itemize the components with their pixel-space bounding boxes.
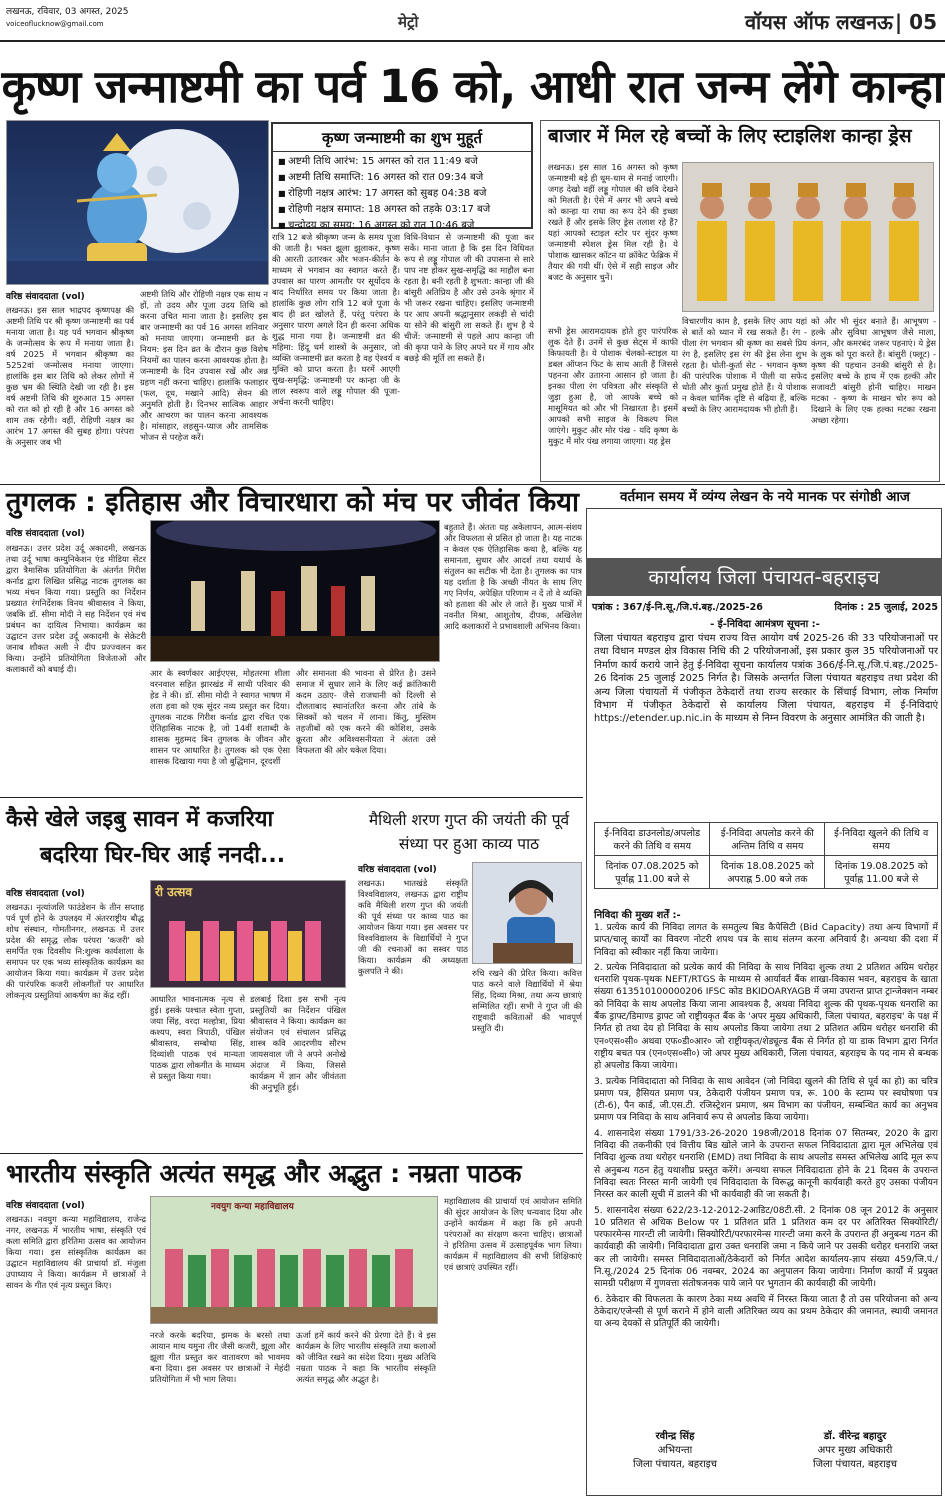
tender-conditions bbox=[594, 922, 938, 1420]
signatory-name: रवीन्द्र सिंह bbox=[655, 1431, 695, 1442]
tughlaq-body-col1: लखनऊ। उत्तर प्रदेश उर्दू अकादमी, लखनऊ तथा उर्दू भाषा कम्युनिकेशन एंड मीडिया सेंटर द्वारा त्रैमासिक प्रतियोगिता के अंतर्गत गिरीश कर्नाड द्वारा लिखित प्रसिद्ध नाटक तुगलक का भव्य मंचन किया गया। प्रस्तुति का निर्देशन प्रख्यात रंगनिर्देशक विनय श्रीवास्तव ने किया, जबकि डॉ. सीमा मोदी ने सह निर्देशन एवं मंच प्रबंधन का दायित्व निभाया। कार्यक्रम का उद्घाटन उत्तर प्रदेश उर्दू अकादमी के सेक्रेटरी जनाब शौकत अली ने दीप प्रज्ज्वलन कर किया। उन्होंने प्रतियोगिता विजेताओं और कलाकारों को बधाई दी। bbox=[6, 543, 146, 674]
conditions-title: निविदा की मुख्य शर्तें :- bbox=[594, 910, 681, 921]
dress-body-col3: विचारणीय काम है, इसके लिए आप यहां से बातें को ध्यान में रख सकते हैं। रंग - पीला रंग भगवान श्री कृष्ण का सबसे प्रिय रंग है, इसलिए इस रंग की ड्रेस लेना शुभ रहता है। धोती-कुर्ता सेट - भगवान कृष्ण की पारंपरिक पोशाक में पीली या सफेद धोती और कुर्ता प्रमुख होते हैं। ये पोशाक न केवल धार्मिक दृष्टि से बढ़िया हैं, बल्कि बच्चों के लिए आरामदायक भी होती हैं। bbox=[682, 316, 807, 414]
lead-body-col3: रात्रि 12 बजे श्रीकृष्ण जन्म के समय पूजा की जाती है। भक्त झूला झुलाकर, कृष्ण की आरती उतारकर और भजन-कीर्तन के माध्यम से भगवान का स्वागत करते हैं। उपवास का पारण आमतौर पर सूर्योदय के बाद निर्धारित समय पर किया जाता है। हालांकि कुछ लोग रात्रि 12 बजे पूजा के बाद ही व्रत खोलते हैं, परंतु परंपरा के अनुसार पारण अगले दिन ही करना अधिक शुद्ध माना गया है। जन्माष्टमी व्रत की महिमा: हिंदू धर्म शास्त्रों के अनुसार, जो व्यक्ति जन्माष्टमी व्रत करता है वह ऐश्वर्य व मुक्ति को प्राप्त करता है। घरमें आएगी सुख-समृद्धि: जन्माष्टमी पर कान्हा जी के लाल स्वरूप वाले लड्डू गोपाल की पूजा-अर्चना करनी चाहिए। bbox=[272, 232, 400, 407]
culture-body-col3: ऊर्जा हमें कार्य करने की प्रेरणा देते हैं। वे इस कार्यक्रम के लिए भारतीय संस्कृति तथा कलाओं को जीवित रखने का संदेश दिया। मुख्य अतिथि नम्रता पाठक ने कहा कि भारतीय संस्कृति अत्यंत समृद्ध और अद्भुत है। bbox=[296, 1330, 436, 1384]
culture-byline: वरिष्ठ संवाददाता (vol) bbox=[6, 1201, 85, 1211]
signatory-office: जिला पंचायत, बहराइच bbox=[633, 1459, 717, 1470]
tughlaq-headline: तुगलक : इतिहास और विचारधारा को मंच पर जीवंत किया bbox=[6, 487, 579, 518]
page-header bbox=[0, 0, 945, 40]
college-group-photo bbox=[150, 1196, 438, 1324]
muhurt-item: ■ अष्टमी तिथि समाप्ति: 16 अगस्त को रात 09:34 बजे bbox=[273, 168, 531, 184]
college-banner-text: नवयुग कन्या महाविद्यालय bbox=[211, 1202, 294, 1212]
culture-body-col2: नरजे करके बदरिया, झमक के बरसो तथा आयान माथ यमुना तीर जैसी कजरी, झूला और झूला गीत प्रस्तुत कर वातावरण को भावमय बना दिया। इस अवसर पर छात्राओं ने मेहंदी प्रतियोगिता में भी भाग लिया। bbox=[150, 1330, 290, 1384]
condition-item: 3. प्रत्येक निविदादाता को निविदा के साथ आवेदन (जो निविदा खुलने की तिथि से पूर्व का हो) का चरित्र प्रमाण पत्र, हैसियत प्रमाण पत्र, ठेकेदारी पंजीयन प्रमाण पत्र, रू. 100 के स्टाम्प पर स्वघोषणा पत्र (टी-6), पैन कार्ड, जी.एस.टी. रजिस्ट्रेशन प्रमाण, श्रम विभाग का पंजीयन, सम्बन्धित कार्य का अनुभव प्रमाण पत्र निविदा के साथ अनिवार्य रूप से अपलोड किया जायेगा। bbox=[594, 1076, 938, 1124]
culture-headline: भारतीय संस्कृति अत्यंत समृद्ध और अद्भुत : नम्रता पाठक bbox=[6, 1159, 522, 1188]
maithili-speaker-photo bbox=[472, 862, 582, 964]
tender-date-table bbox=[594, 822, 938, 889]
lead-body-col2: अष्टमी तिथि और रोहिणी नक्षत्र एक साथ न हों, तो उदय और पूजा उदय तिथि को करना उचित माना जाता है। इसलिए इस बार जन्माष्टमी का पर्व 16 अगस्त शनिवार को मनाया जाएगा। जन्माष्टमी व्रत के नियम: इस दिन व्रत के दौरान कुछ विशेष नियमों का पालन करना आवश्यक होता है। जन्माष्टमी के दिन उपवास रखें और अन्न ग्रहण नहीं करना चाहिए। हालांकि फलाहार (फल, दूध, मखाने आदि) सेवन की अनुमति होती है। दिनभर सात्विक आहार और आचरण का पालन करना आवश्यक है। मांसाहार, लहसुन-प्याज और तामसिक भोजन से परहेज करें। bbox=[140, 289, 268, 442]
condition-item: 1. प्रत्येक कार्य की निविदा लागत के समतुल्य बिड कैपेसिटी (Bid Capacity) तथा अन्य विभागों में प्राप्त/चालू कार्यों का विवरण नोटरी शपथ पत्र के साथ संलग्न करना अनिवार्य है। अन्यथा की दशा में निविदा को स्वीकार नहीं किया जायेगा। bbox=[594, 923, 938, 958]
signatory-post: अपर मुख्य अधिकारी bbox=[817, 1445, 893, 1456]
maithili-body-col1: लखनऊ। भातखंडे संस्कृति विश्वविद्यालय, लखनऊ द्वारा राष्ट्रीय कवि मैथिली शरण गुप्त की जयंती की पूर्व संध्या पर काव्य पाठ का आयोजन किया गया। इस अवसर पर विश्वविद्यालय के विद्यार्थियों ने गुप्त जी की रचनाओं का सस्वर पाठ किया। कार्यक्रम की अध्यक्षता कुलपति ने की। bbox=[358, 878, 468, 976]
table-header: ई-निविदा डाउनलोड/अपलोड करने की तिथि व समय bbox=[595, 823, 710, 856]
tughlaq-stage-photo bbox=[150, 520, 440, 662]
section-label: मेट्रो bbox=[398, 13, 419, 31]
condition-item: 5. शासनादेश संख्या 622/23-12-2012-2आडिट/08टी.सी. 2 दिनांक 08 जून 2012 के अनुसार 10 प्रतिशत से अधिक Below पर 1 प्रतिशत प्रति 1 प्रतिशत कम दर पर अतिरिक्त सिक्योरिटी/परफारमेन्स गारन्टी ली जायेगी। सिक्योरिटी/परफारमेन्स गारन्टी जमा करने के उपरान्त ही अनुबन्ध गठन की कार्यवाही की जायेगी। निविदादाता द्वारा उक्त धनराशि जमा न किये जाने पर उसकी धरोहर धनराशि जब्त कर ली जायेगी। समस्त निविदादाताओं/ठेकेदारों को निर्गत आदेश कार्यालय-ज्ञाप संख्या 459/जि.पं./नि.सू./2024 25 दिनांक 06 नवम्बर, 2024 का अनुपालन किया जायेगा। निर्माण कार्यों में प्रयुक्त सामग्री परीक्षण में गुणवत्ता संतोषजनक पाये जाने पर भुगतान की कार्यवाही की जायेगी। bbox=[594, 1205, 938, 1290]
muhurt-item: ■ चन्द्रोदय का समय: 16 अगस्त को रात 10:46 बजे bbox=[273, 216, 531, 232]
date-text: लखनऊ, रविवार, 03 अगस्त, 2025 bbox=[6, 7, 129, 17]
muhurt-item: ■ रोहिणी नक्षत्र समाप्त: 18 अगस्त को तड़के 03:17 बजे bbox=[273, 200, 531, 216]
culture-body-col4: महाविद्यालय की प्राचार्या एवं आयोजन समिति की सुंदर आयोजन के लिए धन्यवाद दिया और उन्होंने कार्यक्रम में कहा कि हमें अपनी परंपराओं का संरक्षण करना चाहिए। छात्राओं ने हरितिमा उत्सव में उत्साहपूर्वक भाग लिया। कार्यक्रम में महाविद्यालय की सभी शिक्षिकाएं एवं छात्राएं उपस्थित रहीं। bbox=[444, 1196, 582, 1272]
email-text: voiceoflucknow@gmail.com bbox=[6, 20, 104, 28]
divider bbox=[0, 484, 945, 485]
tughlaq-body-col4: बहुताते हैं। अंततः यह अकेलापन, आत्म-संशय और विफलता से प्रसित हो जाता है। यह नाटक न केवल एक ऐतिहासिक कथा है, बल्कि यह समानता, सुधार और आदर्श तथा यथार्थ के संतुलन का सटीक भी देता है। तुगलक का पात्र यह दर्शाता है कि अच्छी नीयत के साथ लिए गए निर्णय, अपेक्षित परिणाम न दें तो वे व्यक्ति को हताशा की ओर ले जाते हैं। मुख्य पात्रों में नवनीत मिश्रा, आशुतोष, दीपक, अखिलेश आदि कलाकारों ने प्रभावशाली अभिनय किया। bbox=[444, 522, 582, 631]
kajari-headline-1: कैसे खेले जइबु सावन में कजरिया bbox=[6, 807, 274, 832]
dress-body-col1: लखनऊ। इस साल 16 अगस्त को कृष्ण जन्माष्टमी बड़े ही धूम-धाम से मनाई जाएगी। जगह देखो वहीं लड्डू गोपाल की छवि देखने को मिलती है। ऐसे में अगर भी अपने बच्चे को कान्हा या राधा का रूप देने की इच्छा रखते हैं और इसके लिए ड्रेस तलाश रहे हैं? यहां आपको स्टाइल स्टोर पर सुंदर कृष्ण जन्माष्टमी स्पेशल ड्रेस मिल रही है। ये पोशाक खासकर कॉटन या क्रॉकेट फेब्रिक में तैयार की गयी थीं। ऐसे में सही साइज और बजट के अनुसार चुनें। bbox=[548, 162, 678, 282]
speaker-illustration bbox=[473, 863, 582, 964]
lead-byline: वरिष्ठ संवाददाता (vol) bbox=[6, 292, 85, 302]
culture-body-col1: लखनऊ। नवयुग कन्या महाविद्यालय, राजेन्द्र नगर, लखनऊ में भारतीय भाषा, संस्कृति एवं कला समिति द्वारा हरितिमा उत्सव का आयोजन किया गया। इस सांस्कृतिक कार्यक्रम का उद्घाटन महाविद्यालय की प्राचार्या डॉ. मंजुला उपाध्याय ने किया। कार्यक्रम में छात्राओं ने सावन के गीत एवं नृत्य प्रस्तुत किए। bbox=[6, 1214, 146, 1290]
muhurt-item: ■ रोहिणी नक्षत्र आरंभ: 17 अगस्त को सुबह 04:38 बजे bbox=[273, 184, 531, 200]
condition-item: 4. शासनादेश संख्या 1791/33-26-2020 198जी/2018 दिनांक 07 सितम्बर, 2020 के द्वारा निविदा की तकनीकी एवं वित्तीय बिड खोले जाने के उपरान्त सफल निविदादाता द्वारा मूल अभिलेख एवं निविदा शुल्क तथा धरोहर धनराशि (EMD) तथा निविदा के साथ अपलोड समस्त अभिलेख आदि मूल रूप से अनुबन्ध गठन हेतु यथाशीघ्र प्रस्तुत करेंगे। अन्यथा सफल निविदादाता होने के 21 दिवस के उपरान्त निविदा स्वतः निरस्त मानी जायेगी एवं निविदादाता के विरूद्ध कानूनी कार्यवाही करते हुए उसका पंजीयन निरस्त कर काली सूची में डालने की भी कार्यवाही की जा सकती है। bbox=[594, 1128, 938, 1201]
divider bbox=[0, 1153, 583, 1154]
table-cell: दिनांक 07.08.2025 को पूर्वाह्न 11.00 बजे से bbox=[595, 856, 710, 889]
kajari-dance-photo bbox=[150, 880, 346, 988]
muhurt-item: ■ अष्टमी तिथि आरंभ: 15 अगस्त को रात 11:49 बजे bbox=[273, 152, 531, 168]
tender-dinank: दिनांक : 25 जुलाई, 2025 bbox=[834, 602, 938, 613]
krishna-photo bbox=[6, 120, 269, 285]
condition-item: 6. ठेकेदार की विफलता के कारण ठेका मध्य अवधि में निरस्त किया जाता है तो उस परियोजना को अन्य ठेकेदार/एजेन्सी से पूर्ण कराने में होने वाली अतिरिक्त व्यय का प्रथम ठेकेदार की जमानत, स्थायी जमानत या अन्य देयकों से प्रतिपूर्ति की जायेगी। bbox=[594, 1294, 938, 1330]
maithili-byline: वरिष्ठ संवाददाता (vol) bbox=[358, 865, 437, 875]
lead-body-col4: विधि-विधान से जन्माष्टमी की पूजा कर सकें। माना जाता है कि इस दिन विधिवत रूप से लड्डू गोपाल जी की उपासना से सारे पाप नष्ट होकर सुख-समृद्धि का माहौल बना रहता है। बनी रहती है शुभता: कान्हा जी की बांसुरी अतिप्रिय है और उसे उनके श्रृंगार में भी जरूर रखना चाहिए। इसलिए जन्माष्टमी पर आप अपनी श्रद्धानुसार लकड़ी से चांदी या सोने की बांसुरी ला सकते हैं। शुभ है ये चीजें: जन्माष्टमी से पहले आप कान्हा जी की कृपा पाने के लिए अपने घर में गाय और बछड़े की मूर्ति ला सकते हैं। bbox=[404, 232, 534, 363]
table-header: ई-निविदा खुलने की तिथि व समय bbox=[825, 823, 938, 856]
dress-body-col4: को और भी सुंदर बनाते हैं। आभूषण - हल्के और सुविधा आभूषण जैसे माला, कंगन, और कमरबंद जरूर पहनाएं। ये ड्रेस के लुक को पूरा करते हैं। बांसुरी (फ्लूट) - कृष्ण की पहचान उनकी बांसुरी से है। इसलिए बच्चे के हाथ में एक हल्की और सजावटी बांसुरी होनी चाहिए। माखन मटका - कृष्ण के माखन चोर रूप को दिखाने के लिए एक हल्का मटका रखना अच्छा रहेगा। bbox=[811, 316, 936, 425]
kids-dress-photo bbox=[682, 162, 934, 312]
muhurt-title: कृष्ण जन्माष्टमी का शुभ मुहूर्त bbox=[273, 128, 531, 152]
tender-patrank: पत्रांक : 367/ई-नि.सू./जि.पं.बह./2025-26 bbox=[592, 602, 763, 613]
masthead-title: वॉयस ऑफ लखनऊ bbox=[744, 10, 893, 34]
tughlaq-byline: वरिष्ठ संवाददाता (vol) bbox=[6, 529, 85, 539]
tender-subtitle: - ई-निविदा आमंत्रण सूचना :- bbox=[710, 619, 820, 630]
header-rule bbox=[0, 40, 945, 42]
table-cell: दिनांक 19.08.2025 को पूर्वाह्न 11.00 बजे से bbox=[825, 856, 938, 889]
stage-illustration bbox=[151, 521, 440, 662]
table-header: ई-निविदा अपलोड करने की अन्तिम तिथि व समय bbox=[710, 823, 825, 856]
tender-banner: कार्यालय जिला पंचायत-बहराइच bbox=[586, 558, 942, 596]
tender-ref-row bbox=[592, 600, 938, 613]
event-banner-text: री उत्सव bbox=[155, 885, 192, 899]
lead-body-col1: लखनऊ। इस साल भाद्रपद कृष्णपक्ष की अष्टमी तिथि पर श्री कृष्ण जन्माष्टमी का पर्व मनाया जाता है। यह पर्व भगवान श्रीकृष्ण के जन्मोत्सव के रूप में मनाया जाता है। वर्ष 2025 में भगवान श्रीकृष्ण का 5252वां जन्मोत्सव मनाया जाएगा। हालांकि इस बार तिथि को लेकर लोगों में कुछ भ्रम की स्थिति देखी जा रही है। इस वर्ष अष्टमी तिथि की शुरुआत 15 अगस्त को रात को हो रही है और 16 अगस्त को शाम तक रहेगी। वहीं, रोहिणी नक्षत्र का आरंभ 17 अगस्त की सुबह होगा। परंपरा के अनुसार जब भी bbox=[6, 305, 134, 447]
kajari-body-col1: लखनऊ। नृत्यांजलि फाउंडेशन के तीन सप्ताह पर्व पूर्ण होने के उपलक्ष्य में अंतरराष्ट्रीय बौद्ध शोध संस्थान, गोमतीनगर, लखनऊ में उत्तर प्रदेश की समृद्ध लोक परंपरा 'कजरी' को समर्पित एक दिवसीय नि:शुल्क कार्यशाला के समापन पर एक भव्य सांस्कृतिक कार्यक्रम का आयोजन किया गया। कार्यक्रम में उत्तर प्रदेश की पारंपरिक कजरी लोकगीतों पर आधारित लोकनृत्य प्रस्तुतियां आकर्षण का केंद्र रहीं। bbox=[6, 902, 144, 1000]
masthead bbox=[745, 8, 937, 35]
dress-body-col2: सभी ड्रेस आरामदायक होते हुए पारंपरिक लुक देते हैं। उनमें से कुछ सेट्स में काफी किफायती है। ये पोशाक चेलको-स्टाइल या डबल ऑप्शन फिट के साथ आती हैं जिससे पहनना और उतारना आसान हो जाता है। इनका पीला रंग पवित्रता और संस्कृति से जुड़ा हुआ है, जो आपके बच्चे को मासूमियत को और भी निखारता है। इसमें आपको सभी साइज के विकल्प मिल जाएंगे। मुकुट और मोर पंख - यदि कृष्ण के मुकुट में मोर पंख लगाया जाएगा। यह ड्रेस bbox=[548, 326, 678, 446]
maithili-headline: मैथिली शरण गुप्त की जयंती की पूर्व संध्या पर हुआ काव्य पाठ bbox=[368, 811, 570, 853]
kids-illustration bbox=[683, 163, 934, 312]
tughlaq-body-col3: और समानता की भावना से प्रेरित है। उसने समाज में सुधार लाने के लिए कई क्रांतिकारी कदम उठाए- जैसे राजधानी को दिल्ली से दौलताबाद स्थानांतरित करना और तांबे के सिक्कों को चलन में लाना। किंतु, मुस्लिम तहजीबों को एक करने की कोशिश, उसके क्रूरता और अविश्वसनीयता ने अंततः उसे विफलता की ओर धकेल दिया। bbox=[296, 668, 436, 755]
group-illustration bbox=[151, 1197, 438, 1324]
tender-intro: जिला पंचायत बहराइच द्वारा पंचम राज्य वित्त आयोग वर्ष 2025-26 की 33 परियोजनाओं पर तथा विधान मण्डल क्षेत्र विकास निधि की 2 परियोजनाओं, इस प्रकार कुल 35 परियोजनाओं पर निर्माण कार्य कराये जाने हेतु ई-निविदा सूचना कार्यालय पत्रांक 366/ई-नि.सू./जि.पं.बह./2025-26 दिनांक 25 जुलाई 2025 निर्गत है। जिसके अन्तर्गत जिला पंचायत बहराइच तथा प्रदेश की अन्य जिला पंचायतों में पंजीकृत ठेकेदारों तथा राज्य सरकार के सिंचाई विभाग, लोक निर्माण विभाग में पंजीकृत ठेकेदारों से कार्यालय जिला पंचायत, बहराइच में ई-निविदाएं https://etender.up.nic.in के माध्यम से निम्न विवरण के अनुसार आमंत्रित की जाती है। bbox=[594, 633, 938, 725]
kajari-body-col2: आधारित भावनात्मक नृत्य से हुई। इसके पश्चात स्वेता गुप्ता, जया सिंह, वरदा मल्होत्रा, प्रिया कश्यप, स्वरा त्रिपाठी, पंखिल श्रीवास्तव, सम्बोधा सिंह, दिव्यांशी पाठक एवं मान्यता पाठक द्वारा लोकगीत के माध्यम से प्रस्तुत किया गया। bbox=[150, 994, 245, 1081]
divider bbox=[0, 797, 583, 798]
muhurt-box bbox=[271, 122, 533, 229]
table-cell: दिनांक 18.08.2025 को अपराह्न 5.00 बजे तक bbox=[710, 856, 825, 889]
page-number: | 05 bbox=[894, 10, 937, 34]
signatory-office: जिला पंचायत, बहराइच bbox=[813, 1459, 897, 1470]
krishna-illustration bbox=[7, 121, 269, 285]
tughlaq-body-col2: आर के स्वर्णकार आईएएस, मोहतरमा शीला वरनवाल सहित झारखंड में साथी परिवार की हेड ने की। डॉ. सीमा मोदी ने स्वागत भाषण में लता हवा को एक सुंदर नव्य प्रस्तुत कर दिया। तुगलक नाटक गिरीश कर्नाड द्वारा रचित एक ऐतिहासिक नाटक है, जो 14वीं शताब्दी के शासक मुहम्मद बिन तुगलक के जीवन और शासन पर आधारित है। तुगलक को एक ऐसा शासक दिखाया गया है जो बुद्धिमान, दूरदर्शी bbox=[150, 668, 290, 766]
kajari-headline-2: बदरिया घिर-घिर आई ननदी... bbox=[40, 843, 286, 868]
kajari-body-col3: डलबाई दिशा इस सभी नृत्य प्रस्तुतियों का निर्देशन पंखिल श्रीवास्तव ने किया। कार्यक्रम का संयोजन एवं संचालन प्रसिद्ध शास्त्र कवि आदरणीय सौरभ जायसवाल जी ने अपने अनोखे अंदाज में किया, जिससे कार्यक्रम में ज्ञान और जीवंतता की अनुभूति हुई। bbox=[250, 994, 346, 1092]
signatory-name: डॉ. वीरेन्द्र बहादुर bbox=[823, 1431, 887, 1442]
maithili-body-col2: रुचि रखने की प्रेरित किया। कवित्त पाठ करने वाले विद्यार्थियों में श्रेया सिंह, दिव्या मिश्रा, तथा अन्य छात्राएं सम्मिलित रहीं। सभी ने गुप्त जी की राष्ट्रवादी कविताओं की भावपूर्ण प्रस्तुति दी। bbox=[472, 968, 582, 1033]
kajari-byline: वरिष्ठ संवाददाता (vol) bbox=[6, 889, 85, 899]
dateline bbox=[6, 6, 129, 30]
signatory-post: अभियन्ता bbox=[657, 1445, 693, 1456]
condition-item: 2. प्रत्येक निविदादाता को प्रत्येक कार्य की निविदा के साथ निविदा शुल्क तथा 2 प्रतिशत अग्रिम धरोहर धनराशि पृथक-पृथक NEFT/RTGS के माध्यम से आर्यावर्त बैंक शाखा-विकास भवन, बहराइच के खाता संख्या 613510100000206 IFSC कोड BKIDOARYAGB में जमा उपरान्त प्राप्त ट्रान्जेक्शन नम्बर को निविदा के साथ अपलोड किया जाना आवश्यक है, अथवा निविदा शुल्क की पृथक-पृथक धनराशि का बैंक ड्राफ्ट/डिमाण्ड ड्राफ्ट जो राष्ट्रीयकृत बैंक के 'अपर मुख्य अधिकारी, जिला पंचायत, बहराइच' के पक्ष में निर्गत हो तथा देय हो निविदा के साथ अपलोड किया जायेगा तथा 2 प्रतिशत अग्रिम धरोहर धनराशि की एन०एस०सी० अथवा एफ०डी०आर० जो राष्ट्रीयकृत/शेड्यूल्ड बैंक से निर्गत हो या डाक विभाग द्वारा निर्गत राष्ट्रीय बचत पत्र (एन०एस०सी०) जो अपर मुख्य अधिकारी, जिला पंचायत, बहराइच के पद नाम से बन्धक हो अपलोड किया जायेगा। bbox=[594, 962, 938, 1072]
lead-headline: कृष्ण जन्माष्टमी का पर्व 16 को, आधी रात जन्म लेंगे कान्हा bbox=[1, 60, 944, 113]
dress-headline: बाजार में मिल रहे बच्चों के लिए स्टाइलिश कान्हा ड्रेस bbox=[548, 125, 912, 147]
satire-headline: वर्तमान समय में व्यंग्य लेखन के नये मानक पर संगोष्ठी आज bbox=[620, 489, 910, 505]
signature-right bbox=[780, 1430, 930, 1472]
signature-left bbox=[600, 1430, 750, 1472]
